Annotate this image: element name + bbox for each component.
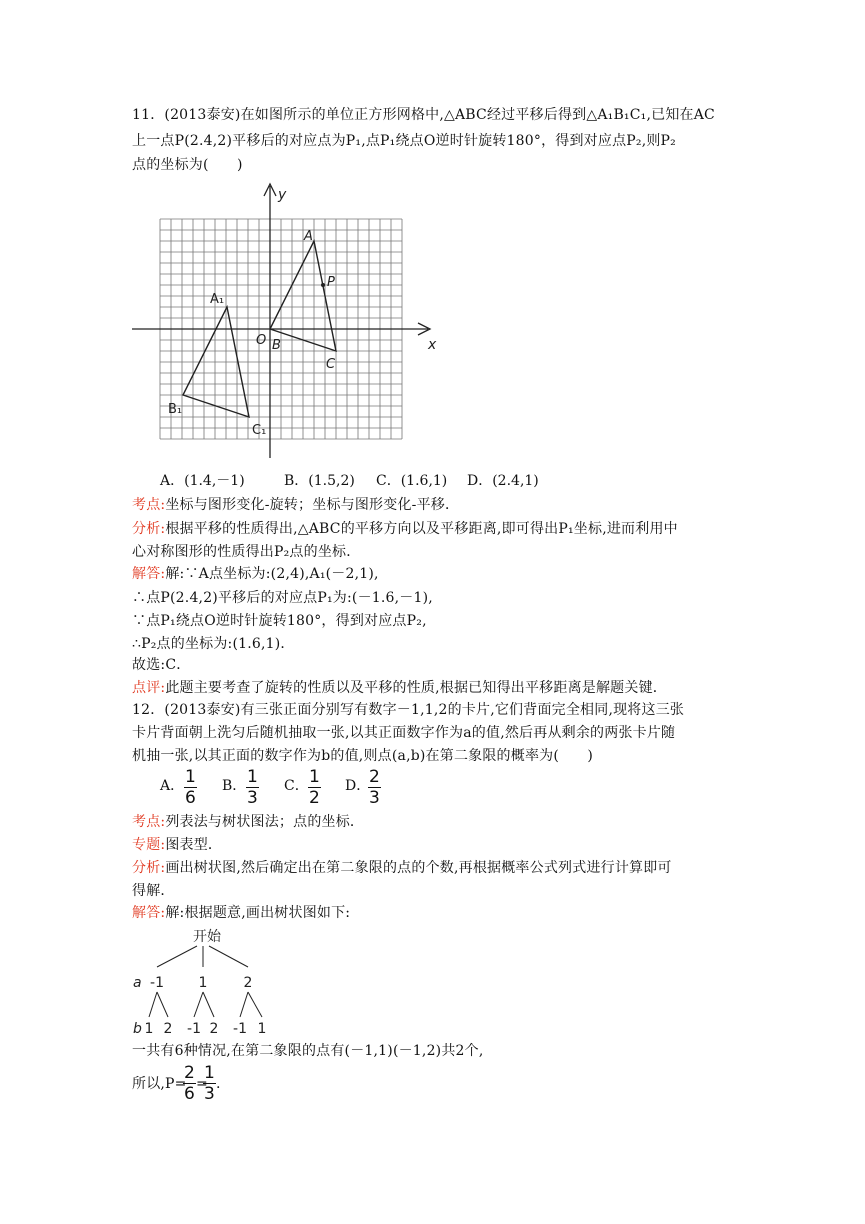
q12-option-b-label: B． <box>222 778 247 794</box>
q12-result-fraction-2: $\frac{1}{3}$ <box>204 1063 215 1104</box>
dianping-text: 此题主要考查了旋转的性质以及平移的性质,根据已知得出平移距离是解题关键． <box>165 680 667 696</box>
q12-zhuanti <box>132 834 222 856</box>
q11-kaodian <box>132 494 459 516</box>
q11-dianping <box>132 677 667 699</box>
q12-option-d-fraction: $\frac{2}{3}$ <box>369 767 380 808</box>
tree-a-label: a <box>133 975 142 991</box>
q11-jieda-line2: ∴点P(2.4,2)平移后的对应点P₁为:(－1.6,－1), <box>132 590 433 606</box>
jieda-text: 解:根据题意,画出树状图如下: <box>165 905 351 921</box>
label-b: B <box>272 338 281 353</box>
q12-tree-diagram <box>128 924 288 1036</box>
tree-b-value: -1 <box>233 1021 247 1036</box>
q11-option-c: C．(1.6,1) <box>376 473 448 489</box>
tree-b-label: b <box>133 1021 142 1036</box>
q12-stem-line2: 卡片背面朝上洗匀后随机抽取一张,以其正面数字作为a的值,然后再从剩余的两张卡片随 <box>132 725 676 741</box>
tree-b-value: 2 <box>209 1021 219 1036</box>
tree-b-value: 1 <box>257 1021 267 1036</box>
q11-coordinate-figure <box>125 178 445 463</box>
label-c: C <box>326 357 336 372</box>
label-a: A <box>304 229 313 244</box>
dianping-label: 点评: <box>132 680 166 696</box>
fenxi-text: 根据平移的性质得出,△ABC的平移方向以及平移距离,即可得出P₁坐标,进而利用中 <box>165 521 678 537</box>
q11-option-a: A．(1.4,－1) <box>160 473 245 489</box>
q12-option-b-fraction: $\frac{1}{3}$ <box>247 767 258 808</box>
q12-summary: 一共有6种情况,在第二象限的点有(－1,1)(－1,2)共2个, <box>132 1043 484 1059</box>
tree-a-value: 2 <box>243 975 253 991</box>
jieda-label: 解答: <box>132 905 166 921</box>
tree-a-value: 1 <box>198 975 208 991</box>
q11-option-b: B．(1.5,2) <box>284 473 355 489</box>
q12-equals: = <box>196 1076 208 1092</box>
tree-a-value: -1 <box>150 975 164 991</box>
label-p: P <box>327 275 335 290</box>
q12-kaodian <box>132 811 364 833</box>
zhuanti-text: 图表型． <box>165 837 223 853</box>
q11-fenxi <box>132 518 678 540</box>
origin-label: O <box>256 333 267 348</box>
q12-option-d-label: D． <box>345 778 371 794</box>
q11-stem-line2: 上一点P(2.4,2)平移后的对应点为P₁,点P₁绕点O逆时针旋转180°，得到对应点P₂,则P₂ <box>132 133 676 149</box>
axis-label-y: y <box>278 187 287 203</box>
label-c1: C₁ <box>252 423 267 438</box>
q11-fenxi-cont: 心对称图形的性质得出P₂点的坐标． <box>132 544 361 560</box>
label-a1: A₁ <box>210 292 225 307</box>
q11-option-d: D．(2.4,1) <box>467 473 539 489</box>
q12-option-a-label: A． <box>160 778 185 794</box>
q12-stem-line3: 机抽一张,以其正面的数字作为b的值,则点(a,b)在第二象限的概率为( ) <box>132 748 594 764</box>
q12-fenxi-cont: 得解． <box>132 883 175 899</box>
point-p <box>321 283 325 287</box>
tree-root: 开始 <box>193 929 221 945</box>
fenxi-label: 分析: <box>132 860 166 876</box>
q11-stem-line3: 点的坐标为( ) <box>132 157 243 173</box>
tree-b-value: 1 <box>144 1021 154 1036</box>
kaodian-label: 考点: <box>132 814 166 830</box>
q12-option-c-fraction: $\frac{1}{2}$ <box>309 767 320 808</box>
q11-stem-line1: 11．(2013泰安)在如图所示的单位正方形网格中,△ABC经过平移后得到△A₁B₁C₁,已知在AC <box>132 107 715 123</box>
jieda-label: 解答: <box>132 566 166 582</box>
q12-stem-line1: 12．(2013泰安)有三张正面分别写有数字－1,1,2的卡片,它们背面完全相同,现将这三张 <box>132 702 685 718</box>
q12-option-a-fraction: $\frac{1}{6}$ <box>185 767 196 808</box>
axis-label-x: x <box>428 337 437 353</box>
q11-jieda-line5: 故选:C． <box>132 657 191 673</box>
tree-b-value: 2 <box>163 1021 173 1036</box>
label-b1: B₁ <box>168 402 183 417</box>
q11-jieda <box>132 563 379 585</box>
q12-result-fraction-1: $\frac{2}{6}$ <box>184 1063 195 1104</box>
kaodian-label: 考点: <box>132 497 166 513</box>
q11-jieda-line4: ∴P₂点的坐标为:(1.6,1)． <box>132 636 295 652</box>
jieda-text: 解:∵A点坐标为:(2,4),A₁(－2,1), <box>165 566 379 582</box>
fenxi-text: 画出树状图,然后确定出在第二象限的点的个数,再根据概率公式列式进行计算即可 <box>165 860 672 876</box>
q12-option-c-label: C． <box>284 778 309 794</box>
q12-jieda <box>132 902 350 924</box>
tree-b-value: -1 <box>187 1021 201 1036</box>
fenxi-label: 分析: <box>132 521 166 537</box>
q12-period: . <box>216 1076 221 1092</box>
q12-fenxi <box>132 857 672 879</box>
zhuanti-label: 专题: <box>132 837 166 853</box>
q11-jieda-line3: ∵点P₁绕点O逆时针旋转180°，得到对应点P₂, <box>132 613 427 629</box>
q12-so: 所以,P= <box>132 1076 187 1092</box>
kaodian-text: 坐标与图形变化-旋转；坐标与图形变化-平移． <box>165 497 460 513</box>
kaodian-text: 列表法与树状图法；点的坐标． <box>165 814 365 830</box>
